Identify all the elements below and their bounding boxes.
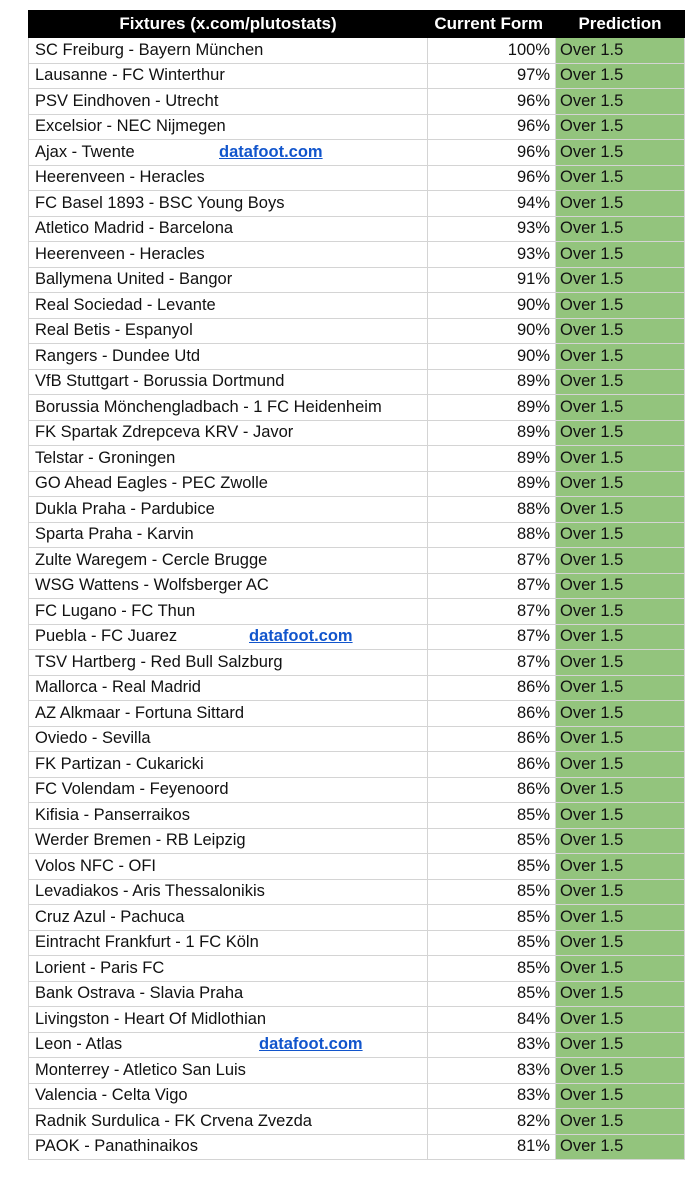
current-form-cell[interactable]: 86%	[428, 777, 556, 803]
current-form-cell[interactable]: 85%	[428, 905, 556, 931]
current-form-cell[interactable]: 90%	[428, 318, 556, 344]
current-form-cell[interactable]: 84%	[428, 1007, 556, 1033]
fixture-text: FC Volendam - Feyenoord	[35, 780, 229, 799]
fixture-cell[interactable]	[29, 803, 428, 829]
table-row	[29, 165, 685, 191]
fixture-text: VfB Stuttgart - Borussia Dortmund	[35, 372, 285, 391]
current-form-cell[interactable]: 91%	[428, 267, 556, 293]
table-row	[29, 675, 685, 701]
fixture-cell[interactable]	[29, 854, 428, 880]
current-form-cell[interactable]: 87%	[428, 573, 556, 599]
prediction-cell[interactable]: Over 1.5	[556, 1007, 685, 1033]
fixture-cell[interactable]	[29, 905, 428, 931]
table-row	[29, 981, 685, 1007]
current-form-cell[interactable]: 85%	[428, 854, 556, 880]
current-form-cell[interactable]: 89%	[428, 420, 556, 446]
fixture-cell[interactable]	[29, 701, 428, 727]
table-row	[29, 89, 685, 115]
prediction-cell[interactable]: Over 1.5	[556, 38, 685, 64]
fixture-cell[interactable]	[29, 1058, 428, 1084]
fixture-cell[interactable]	[29, 267, 428, 293]
prediction-cell[interactable]: Over 1.5	[556, 599, 685, 625]
fixture-cell[interactable]	[29, 318, 428, 344]
fixture-cell[interactable]	[29, 293, 428, 319]
fixture-text: Lorient - Paris FC	[35, 958, 165, 977]
fixture-cell[interactable]	[29, 675, 428, 701]
current-form-cell[interactable]: 86%	[428, 675, 556, 701]
fixture-cell[interactable]	[29, 650, 428, 676]
table-row	[29, 1007, 685, 1033]
prediction-cell[interactable]: Over 1.5	[556, 573, 685, 599]
fixture-text: Rangers - Dundee Utd	[35, 346, 201, 365]
prediction-cell[interactable]: Over 1.5	[556, 1134, 685, 1160]
fixtures-table	[28, 10, 685, 1160]
prediction-cell[interactable]: Over 1.5	[556, 930, 685, 956]
prediction-cell[interactable]: Over 1.5	[556, 548, 685, 574]
fixture-text: Kifisia - Panserraikos	[35, 805, 190, 824]
fixture-cell[interactable]	[29, 981, 428, 1007]
fixture-text: Heerenveen - Heracles	[35, 244, 205, 263]
table-row	[29, 446, 685, 472]
table-row	[29, 828, 685, 854]
table-row	[29, 267, 685, 293]
fixture-text: Sparta Praha - Karvin	[35, 525, 194, 544]
fixture-text: FK Partizan - Cukaricki	[35, 754, 204, 773]
prediction-cell[interactable]: Over 1.5	[556, 905, 685, 931]
table-row	[29, 905, 685, 931]
fixture-text: FC Basel 1893 - BSC Young Boys	[35, 193, 285, 212]
fixture-cell[interactable]	[29, 777, 428, 803]
table-row	[29, 548, 685, 574]
fixture-cell[interactable]	[29, 828, 428, 854]
prediction-cell[interactable]: Over 1.5	[556, 522, 685, 548]
table-row	[29, 956, 685, 982]
fixtures-header[interactable]: Fixtures (x.com/plutostats)	[29, 11, 428, 38]
table-row	[29, 599, 685, 625]
fixture-text: TSV Hartberg - Red Bull Salzburg	[35, 652, 283, 671]
table-row	[29, 140, 685, 166]
current-form-cell[interactable]: 89%	[428, 395, 556, 421]
fixture-cell[interactable]	[29, 879, 428, 905]
table-row	[29, 777, 685, 803]
fixture-cell[interactable]	[29, 420, 428, 446]
fixture-cell[interactable]	[29, 446, 428, 472]
fixture-text: Dukla Praha - Pardubice	[35, 499, 215, 518]
prediction-cell[interactable]: Over 1.5	[556, 165, 685, 191]
current-form-cell[interactable]: 85%	[428, 930, 556, 956]
current-form-cell[interactable]: 83%	[428, 1083, 556, 1109]
fixture-text: Lausanne - FC Winterthur	[35, 66, 225, 85]
current-form-cell[interactable]: 87%	[428, 650, 556, 676]
prediction-cell[interactable]: Over 1.5	[556, 828, 685, 854]
prediction-cell[interactable]: Over 1.5	[556, 318, 685, 344]
prediction-cell[interactable]: Over 1.5	[556, 395, 685, 421]
table-row	[29, 1109, 685, 1135]
current-form-cell[interactable]: 85%	[428, 828, 556, 854]
fixture-text: Heerenveen - Heracles	[35, 168, 205, 187]
table-row	[29, 650, 685, 676]
current-form-cell[interactable]: 89%	[428, 471, 556, 497]
fixture-cell[interactable]	[29, 369, 428, 395]
prediction-cell[interactable]: Over 1.5	[556, 726, 685, 752]
current-form-cell[interactable]: 86%	[428, 701, 556, 727]
fixture-text: Cruz Azul - Pachuca	[35, 907, 185, 926]
fixture-cell[interactable]	[29, 573, 428, 599]
current-form-cell[interactable]: 87%	[428, 599, 556, 625]
fixture-text: Monterrey - Atletico San Luis	[35, 1060, 246, 1079]
fixture-text: FC Lugano - FC Thun	[35, 601, 196, 620]
prediction-cell[interactable]: Over 1.5	[556, 650, 685, 676]
current-form-cell[interactable]: 89%	[428, 369, 556, 395]
prediction-cell[interactable]: Over 1.5	[556, 293, 685, 319]
current-form-cell[interactable]: 93%	[428, 216, 556, 242]
table-row	[29, 930, 685, 956]
table-row	[29, 293, 685, 319]
fixture-text: PAOK - Panathinaikos	[35, 1137, 198, 1156]
prediction-cell[interactable]: Over 1.5	[556, 242, 685, 268]
table-row	[29, 879, 685, 905]
current-form-cell[interactable]: 96%	[428, 140, 556, 166]
fixture-text: Oviedo - Sevilla	[35, 729, 151, 748]
fixture-cell[interactable]	[29, 89, 428, 115]
prediction-cell[interactable]: Over 1.5	[556, 344, 685, 370]
table-row	[29, 191, 685, 217]
fixture-text: FK Spartak Zdrepceva KRV - Javor	[35, 423, 294, 442]
fixture-text: Livingston - Heart Of Midlothian	[35, 1009, 267, 1028]
fixture-cell[interactable]	[29, 395, 428, 421]
fixture-cell[interactable]	[29, 344, 428, 370]
fixture-cell[interactable]	[29, 752, 428, 778]
fixture-cell[interactable]	[29, 216, 428, 242]
prediction-cell[interactable]: Over 1.5	[556, 624, 685, 650]
prediction-cell[interactable]: Over 1.5	[556, 497, 685, 523]
current-form-cell[interactable]: 81%	[428, 1134, 556, 1160]
fixture-text: GO Ahead Eagles - PEC Zwolle	[35, 474, 268, 493]
table-row	[29, 63, 685, 89]
fixture-text: PSV Eindhoven - Utrecht	[35, 91, 219, 110]
fixture-cell[interactable]	[29, 471, 428, 497]
table-row	[29, 497, 685, 523]
fixture-cell[interactable]	[29, 165, 428, 191]
prediction-cell[interactable]: Over 1.5	[556, 216, 685, 242]
table-row	[29, 1032, 685, 1058]
fixture-text: Excelsior - NEC Nijmegen	[35, 117, 226, 136]
prediction-cell[interactable]: Over 1.5	[556, 369, 685, 395]
current-form-cell[interactable]: 89%	[428, 446, 556, 472]
fixture-cell[interactable]	[29, 63, 428, 89]
fixture-text: Puebla - FC Juarez	[35, 627, 178, 646]
table-row	[29, 854, 685, 880]
current-form-cell[interactable]: 88%	[428, 497, 556, 523]
current-form-cell[interactable]: 86%	[428, 752, 556, 778]
fixture-cell[interactable]	[29, 930, 428, 956]
prediction-cell[interactable]: Over 1.5	[556, 981, 685, 1007]
current-form-cell[interactable]: 83%	[428, 1058, 556, 1084]
datafoot-link[interactable]: datafoot.com	[249, 627, 353, 646]
current-form-cell[interactable]: 90%	[428, 293, 556, 319]
fixture-text: Ballymena United - Bangor	[35, 270, 233, 289]
current-form-cell[interactable]: 96%	[428, 114, 556, 140]
fixture-cell[interactable]	[29, 38, 428, 64]
current-form-cell[interactable]: 87%	[428, 548, 556, 574]
fixture-text: Zulte Waregem - Cercle Brugge	[35, 550, 268, 569]
table-row	[29, 420, 685, 446]
prediction-cell[interactable]: Over 1.5	[556, 191, 685, 217]
current-form-cell[interactable]: 85%	[428, 956, 556, 982]
current-form-header[interactable]: Current Form	[428, 11, 556, 38]
fixture-text: Leon - Atlas	[35, 1035, 123, 1054]
fixture-text: Levadiakos - Aris Thessalonikis	[35, 882, 265, 901]
fixture-cell[interactable]	[29, 114, 428, 140]
prediction-cell[interactable]: Over 1.5	[556, 63, 685, 89]
fixture-text: Real Sociedad - Levante	[35, 295, 216, 314]
fixture-cell[interactable]	[29, 191, 428, 217]
fixture-text: Telstar - Groningen	[35, 448, 176, 467]
table-row	[29, 624, 685, 650]
prediction-cell[interactable]: Over 1.5	[556, 752, 685, 778]
fixture-cell[interactable]	[29, 1007, 428, 1033]
table-row	[29, 369, 685, 395]
fixture-cell[interactable]	[29, 956, 428, 982]
prediction-cell[interactable]: Over 1.5	[556, 140, 685, 166]
table-row	[29, 1134, 685, 1160]
current-form-cell[interactable]: 97%	[428, 63, 556, 89]
current-form-cell[interactable]: 100%	[428, 38, 556, 64]
fixture-cell[interactable]	[29, 1134, 428, 1160]
table-row	[29, 216, 685, 242]
fixture-text: Eintracht Frankfurt - 1 FC Köln	[35, 933, 259, 952]
prediction-cell[interactable]: Over 1.5	[556, 1058, 685, 1084]
fixture-text: WSG Wattens - Wolfsberger AC	[35, 576, 269, 595]
table-row	[29, 38, 685, 64]
table-row	[29, 803, 685, 829]
prediction-cell[interactable]: Over 1.5	[556, 701, 685, 727]
current-form-cell[interactable]: 87%	[428, 624, 556, 650]
table-row	[29, 726, 685, 752]
fixture-cell[interactable]	[29, 548, 428, 574]
prediction-cell[interactable]: Over 1.5	[556, 675, 685, 701]
fixture-text: Valencia - Celta Vigo	[35, 1086, 188, 1105]
fixture-cell[interactable]	[29, 242, 428, 268]
prediction-cell[interactable]: Over 1.5	[556, 267, 685, 293]
header-row	[29, 11, 685, 38]
fixture-cell[interactable]	[29, 726, 428, 752]
current-form-cell[interactable]: 94%	[428, 191, 556, 217]
current-form-cell[interactable]: 85%	[428, 803, 556, 829]
current-form-cell[interactable]: 86%	[428, 726, 556, 752]
table-row	[29, 344, 685, 370]
fixture-cell[interactable]	[29, 140, 428, 166]
fixture-text: SC Freiburg - Bayern München	[35, 40, 264, 59]
fixture-cell[interactable]	[29, 1083, 428, 1109]
table-row	[29, 395, 685, 421]
datafoot-link[interactable]: datafoot.com	[219, 142, 323, 161]
prediction-cell[interactable]: Over 1.5	[556, 1032, 685, 1058]
table-row	[29, 522, 685, 548]
current-form-cell[interactable]: 88%	[428, 522, 556, 548]
fixture-text: AZ Alkmaar - Fortuna Sittard	[35, 703, 245, 722]
fixture-text: Atletico Madrid - Barcelona	[35, 219, 234, 238]
table-row	[29, 114, 685, 140]
prediction-cell[interactable]: Over 1.5	[556, 803, 685, 829]
prediction-cell[interactable]: Over 1.5	[556, 879, 685, 905]
fixture-cell[interactable]	[29, 1109, 428, 1135]
table-row	[29, 573, 685, 599]
table-row	[29, 471, 685, 497]
fixture-text: Real Betis - Espanyol	[35, 321, 193, 340]
current-form-cell[interactable]: 85%	[428, 981, 556, 1007]
fixture-text: Borussia Mönchengladbach - 1 FC Heidenheim	[35, 397, 382, 416]
fixture-cell[interactable]	[29, 522, 428, 548]
datafoot-link[interactable]: datafoot.com	[259, 1035, 363, 1054]
table-row	[29, 318, 685, 344]
prediction-cell[interactable]: Over 1.5	[556, 114, 685, 140]
prediction-cell[interactable]: Over 1.5	[556, 956, 685, 982]
prediction-cell[interactable]: Over 1.5	[556, 1109, 685, 1135]
current-form-cell[interactable]: 85%	[428, 879, 556, 905]
fixture-cell[interactable]	[29, 599, 428, 625]
fixture-text: Werder Bremen - RB Leipzig	[35, 831, 246, 850]
fixture-text: Ajax - Twente	[35, 142, 135, 161]
prediction-cell[interactable]: Over 1.5	[556, 854, 685, 880]
table-row	[29, 1083, 685, 1109]
fixture-text: Mallorca - Real Madrid	[35, 678, 201, 697]
prediction-cell[interactable]: Over 1.5	[556, 89, 685, 115]
fixture-cell[interactable]	[29, 1032, 428, 1058]
prediction-cell[interactable]: Over 1.5	[556, 420, 685, 446]
fixture-cell[interactable]	[29, 624, 428, 650]
prediction-cell[interactable]: Over 1.5	[556, 1083, 685, 1109]
fixture-cell[interactable]	[29, 497, 428, 523]
table-row	[29, 1058, 685, 1084]
fixture-text: Radnik Surdulica - FK Crvena Zvezda	[35, 1111, 312, 1130]
fixture-text: Bank Ostrava - Slavia Praha	[35, 984, 244, 1003]
current-form-cell[interactable]: 96%	[428, 165, 556, 191]
current-form-cell[interactable]: 93%	[428, 242, 556, 268]
table-row	[29, 701, 685, 727]
current-form-cell[interactable]: 96%	[428, 89, 556, 115]
prediction-header[interactable]: Prediction	[556, 11, 685, 38]
fixture-text: Volos NFC - OFI	[35, 856, 157, 875]
current-form-cell[interactable]: 90%	[428, 344, 556, 370]
current-form-cell[interactable]: 82%	[428, 1109, 556, 1135]
prediction-cell[interactable]: Over 1.5	[556, 446, 685, 472]
prediction-cell[interactable]: Over 1.5	[556, 777, 685, 803]
table-row	[29, 752, 685, 778]
prediction-cell[interactable]: Over 1.5	[556, 471, 685, 497]
current-form-cell[interactable]: 83%	[428, 1032, 556, 1058]
table-row	[29, 242, 685, 268]
